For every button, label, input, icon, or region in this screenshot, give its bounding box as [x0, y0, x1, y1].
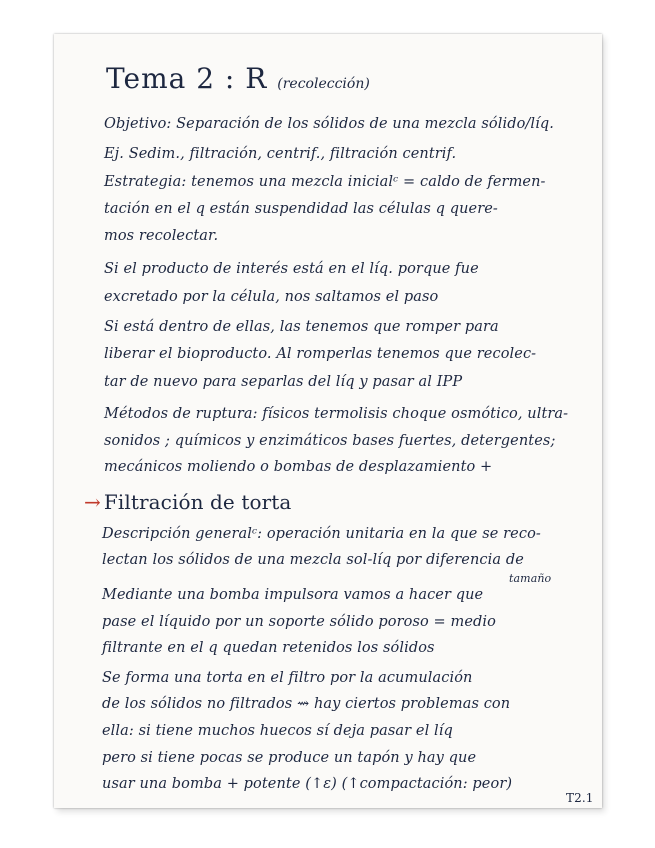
title-main: Tema 2 : R	[106, 62, 268, 95]
note-line: Ej. Sedim., filtración, centrif., filtración centrif.	[104, 146, 457, 162]
note-line: pase el líquido por un soporte sólido poroso = medio	[102, 614, 496, 630]
arrow-icon: →	[84, 490, 101, 514]
note-line: tación en el q están suspendidad las células q quere-	[104, 201, 498, 217]
note-line: Descripción generalᶜ: operación unitaria en la que se reco-	[102, 526, 541, 542]
title-sub: (recolección)	[277, 76, 370, 92]
note-line: tamaño	[509, 572, 552, 585]
note-line: Mediante una bomba impulsora vamos a hacer que	[102, 587, 484, 603]
note-line: sonidos ; químicos y enzimáticos bases fuertes, detergentes;	[104, 433, 556, 449]
note-line: usar una bomba + potente (↑ε) (↑compactación: peor)	[102, 776, 513, 792]
page-title	[106, 62, 370, 95]
note-line: Estrategia: tenemos una mezcla inicialᶜ = caldo de fermen-	[104, 174, 546, 190]
note-line: mecánicos moliendo o bombas de desplazamiento +	[104, 459, 493, 475]
note-line: mos recolectar.	[104, 228, 219, 244]
note-line: lectan los sólidos de una mezcla sol-líq por diferencia de	[102, 552, 524, 568]
note-line: ella: si tiene muchos huecos sí deja pasar el líq	[102, 723, 453, 739]
note-line: liberar el bioproducto. Al romperlas tenemos que recolec-	[104, 346, 537, 362]
note-line: Si está dentro de ellas, las tenemos que romper para	[104, 319, 499, 335]
note-line: Métodos de ruptura: físicos termolisis choque osmótico, ultra-	[104, 406, 569, 422]
page-number: T2.1	[566, 791, 594, 805]
notebook-page	[54, 34, 602, 808]
note-line: de los sólidos no filtrados ⇝ hay ciertos problemas con	[102, 696, 511, 712]
note-line: Se forma una torta en el filtro por la acumulación	[102, 670, 473, 686]
note-line: Si el producto de interés está en el líq. porque fue	[104, 261, 479, 277]
note-line: filtrante en el q quedan retenidos los sólidos	[102, 640, 435, 656]
note-line: tar de nuevo para separlas del líq y pasar al IPP	[104, 374, 463, 390]
section-title-text: Filtración de torta	[103, 490, 292, 514]
section-title	[84, 490, 291, 514]
note-line: pero si tiene pocas se produce un tapón y hay que	[102, 750, 477, 766]
note-line: Objetivo: Separación de los sólidos de una mezcla sólido/líq.	[104, 116, 554, 132]
note-line: excretado por la célula, nos saltamos el paso	[104, 289, 439, 305]
